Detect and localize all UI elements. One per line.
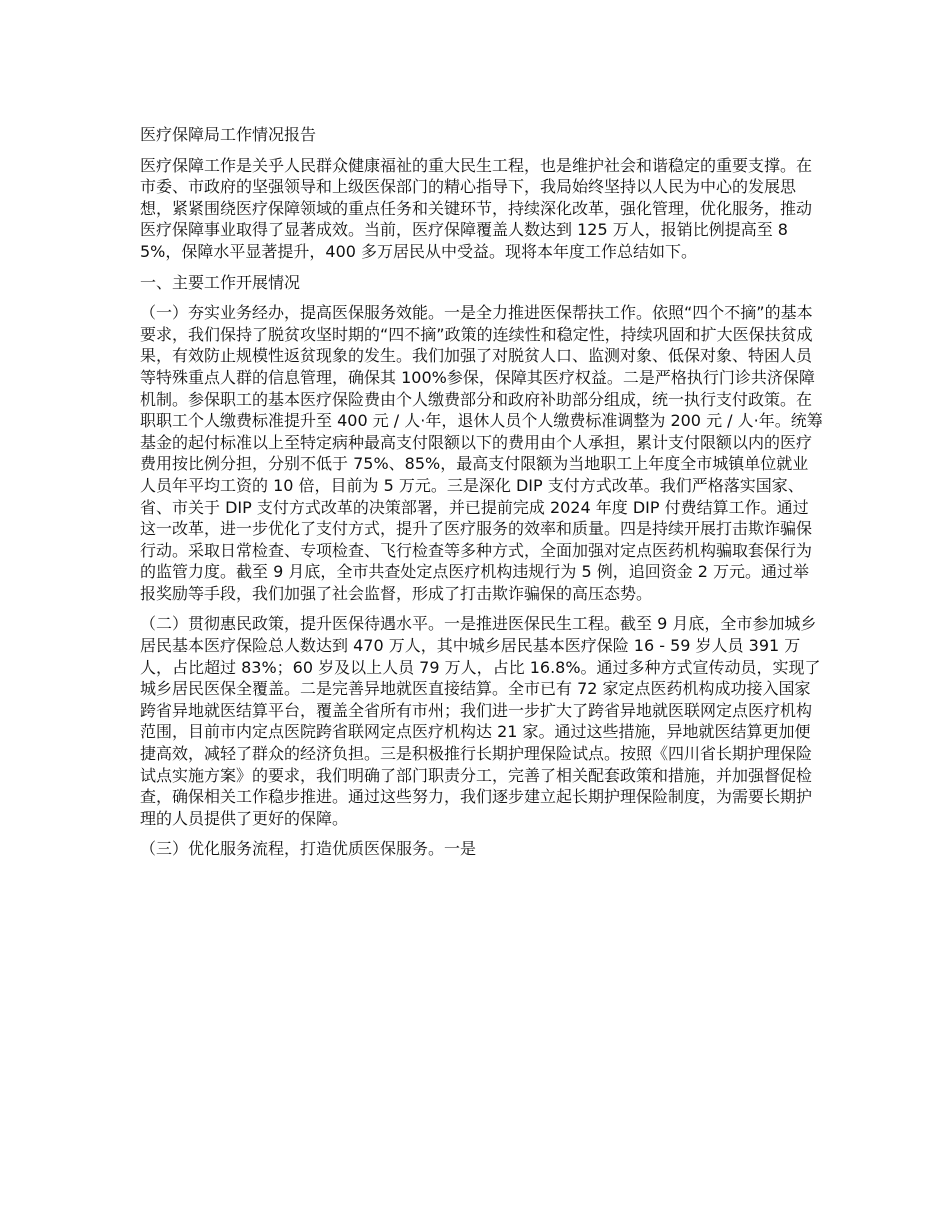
document-page (140, 124, 824, 869)
paragraph-service-process: （三）优化服务流程，打造优质医保服务。一是 (140, 839, 477, 859)
document-title: 医疗保障局工作情况报告 (140, 125, 317, 144)
section-heading: 一、主要工作开展情况 (140, 272, 301, 292)
paragraph-business-handling: （一）夯实业务经办，提高医保服务效能。一是全力推进医保帮扶工作。依照“四个不摘”的基本要求，我们保持了脱贫攻坚时期的“四不摘”政策的连续性和稳定性，持续巩固和扩大医保扶贫成果，有效防止规模性返贫现象的发生。我们加强了对脱贫人口、监测对象、低保对象、特困人员等特殊重点人群的信息管理，确保其 100%参保，保障其医疗权益。二是严格执行门诊共济保障机制。参保职工的基本医疗保险费由个人缴费部分和政府补助部分组成，统一执行支付政策。在职职工个人缴费标准提升至 400 元 / 人·年，退休人员个人缴费标准调整为 200 元 / 人·年。统筹基金的起付标准以上至特定病种最高支付限额以下的费用由个人承担，累计支付限额以内的医疗费用按比例分担，分别不低于 75%、85%，最高支付限额为当地职工上年度全市城镇单位就业人员年平均工资的 10 倍，目前为 5 万元。三是深化 DIP 支付方式改革。我们严格落实国家、省、市关于 DIP 支付方式改革的决策部署，并已提前完成 2024 年度 DIP 付费结算工作。通过这一改革，进一步优化了支付方式，提升了医疗服务的效率和质量。四是持续开展打击欺诈骗保行动。采取日常检查、专项检查、飞行检查等多种方式，全面加强对定点医药机构骗取套保行为的监管力度。截至 9 月底，全市共查处定点医疗机构违规行为 5 例，追回资金 2 万元。通过举报奖励等手段，我们加强了社会监督，形成了打击欺诈骗保的高压态势。 (140, 303, 823, 603)
intro-paragraph: 医疗保障工作是关乎人民群众健康福祉的重大民生工程，也是维护社会和谐稳定的重要支撑。在市委、市政府的坚强领导和上级医保部门的精心指导下，我局始终坚持以人民为中心的发展思想，紧紧围绕医疗保障领域的重点任务和关键环节，持续深化改革，强化管理，优化服务，推动医疗保障事业取得了显著成效。当前，医疗保障覆盖人数达到 125 万人，报销比例提高至 85%，保障水平显著提升，400 多万居民从中受益。现将本年度工作总结如下。 (140, 155, 813, 261)
paragraph-benefit-policy: （二）贯彻惠民政策，提升医保待遇水平。一是推进医保民生工程。截至 9 月底，全市参加城乡居民基本医疗保险总人数达到 470 万人，其中城乡居民基本医疗保险 16 - 59 岁人员 391 万人，占比超过 83%；60 岁及以上人员 79 万人，占比 16.8%。通过多种方式宣传动员，实现了城乡居民医保全覆盖。二是完善异地就医直接结算。全市已有 72 家定点医药机构成功接入国家跨省异地就医结算平台，覆盖全省所有市州；我们进一步扩大了跨省异地就医联网定点医疗机构范围，目前市内定点医院跨省联网定点医疗机构达 21 家。通过这些措施，异地就医结算更加便捷高效，减轻了群众的经济负担。三是积极推行长期护理保险试点。按照《四川省长期护理保险试点实施方案》的要求，我们明确了部门职责分工，完善了相关配套政策和措施，并加强督促检查，确保相关工作稳步推进。通过这些努力，我们逐步建立起长期护理保险制度，为需要长期护理的人员提供了更好的保障。 (140, 614, 821, 828)
